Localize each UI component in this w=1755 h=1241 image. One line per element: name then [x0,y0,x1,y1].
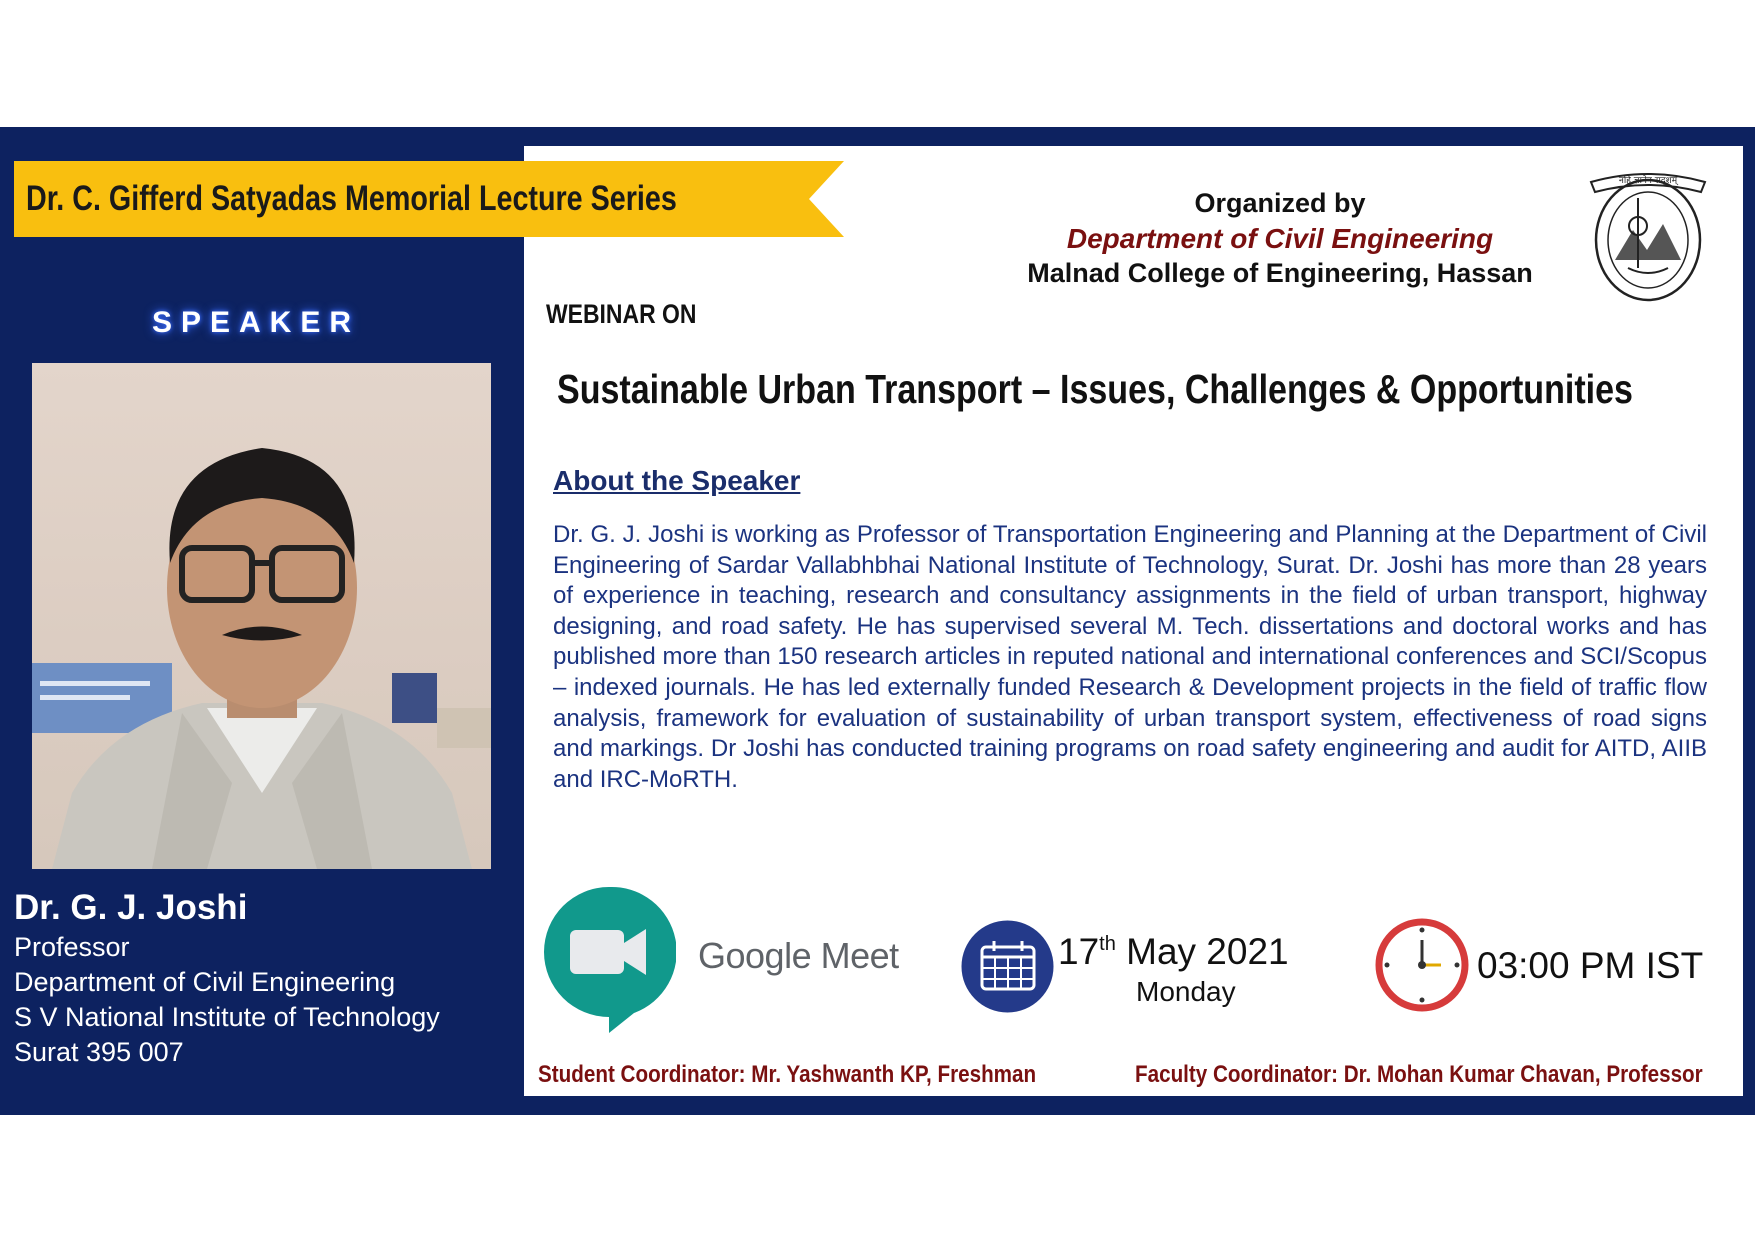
google-meet-icon [542,885,676,1035]
series-banner [14,161,844,237]
about-speaker-heading: About the Speaker [553,465,801,496]
event-weekday: Monday [1136,976,1236,1007]
webinar-on-label: WEBINAR ON [546,299,697,329]
date-month-year: May 2021 [1126,931,1289,972]
speaker-label: SPEAKER [151,306,361,339]
speaker-department: Department of Civil Engineering [14,967,396,997]
about-speaker-text: Dr. G. J. Joshi is working as Professor of Transportation Engineering and Planning at the Department of Civil Engineering of Sardar Vallabhbhai National Institute of Technology, Surat. Dr. Joshi has more than 28 years of experience in teaching, research and consultancy assignments in the field of urban transport, highway designing, and road safety. He has supervised several M. Tech. dissertations and doctoral works and has published more than 150 research articles in reputed national and international conferences and SCI/Scopus – indexed journals. He has led externally funded Research & Development projects in the field of traffic flow analysis, framework for evaluation of sustainability of urban transport system, effectiveness of road signs and markings. Dr Joshi has conducted training programs on road safety engineering and audit for AITD, AIIB and IRC-MoRTH. [553,521,1707,793]
speaker-institute: S V National Institute of Technology [14,1002,440,1032]
faculty-coordinator: Faculty Coordinator: Dr. Mohan Kumar Chavan, Professor [1135,1061,1703,1088]
date-suffix: th [1099,933,1116,955]
google-meet-label: Google Meet [698,935,899,976]
speaker-city: Surat 395 007 [14,1037,184,1067]
student-coordinator: Student Coordinator: Mr. Yashwanth KP, Freshman [538,1061,1037,1088]
event-date [1058,931,1289,973]
college-logo [1583,168,1713,310]
organizer-college: Malnad College of Engineering, Hassan [1027,258,1533,288]
organizer-department: Department of Civil Engineering [1066,223,1494,254]
organized-by-label: Organized by [1194,188,1366,218]
series-banner-text: Dr. C. Gifferd Satyadas Memorial Lecture Series [26,179,677,218]
calendar-icon [960,919,1055,1014]
logo-motto: नहि ज्ञानेन सदृशम् [1618,176,1678,186]
webinar-title: Sustainable Urban Transport – Issues, Challenges & Opportunities [557,366,1633,412]
event-time: 03:00 PM IST [1477,945,1704,986]
speaker-info [14,886,440,1070]
date-day: 17 [1058,931,1100,972]
speaker-photo [32,363,491,869]
speaker-name: Dr. G. J. Joshi [14,888,248,927]
organizer-block [940,186,1620,291]
speaker-designation: Professor [14,932,130,962]
clock-icon [1375,918,1469,1012]
